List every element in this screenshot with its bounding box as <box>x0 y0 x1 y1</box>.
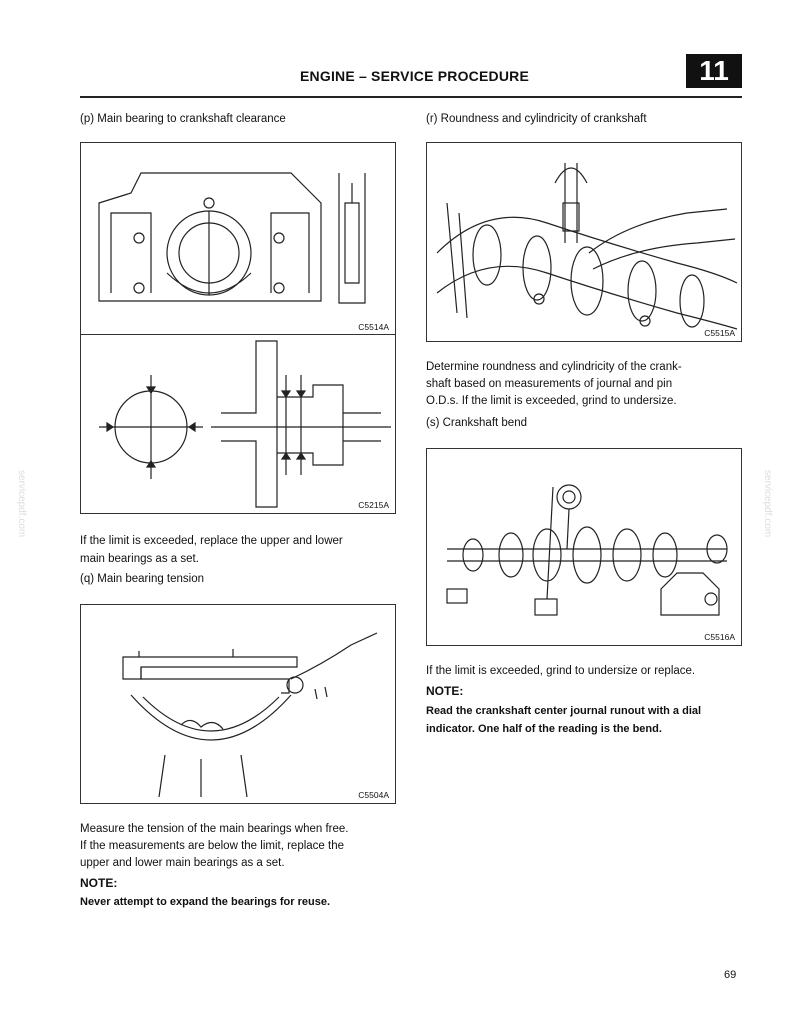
text-q-2: If the measurements are below the limit, replace the <box>80 840 344 852</box>
engine-block-drawing <box>81 143 395 335</box>
heading-q: (q) Main bearing tension <box>80 573 205 585</box>
header-rule <box>80 96 742 98</box>
heading-r: (r) Roundness and cylindricity of crankshaft <box>426 113 647 125</box>
text-p-2: main bearings as a set. <box>80 553 199 565</box>
watermark-left: servicepdf.com <box>16 470 27 538</box>
note-label-left: NOTE: <box>80 876 118 890</box>
text-p-1: If the limit is exceeded, replace the upper and lower <box>80 535 343 547</box>
figure-measurement-diagram <box>80 334 396 514</box>
micrometer-drawing <box>427 143 741 341</box>
page-number: 69 <box>724 969 737 981</box>
figure-code: C5215A <box>358 500 389 510</box>
text-q-3: upper and lower main bearings as a set. <box>80 857 285 869</box>
heading-s: (s) Crankshaft bend <box>426 417 527 429</box>
text-q-1: Measure the tension of the main bearings when free. <box>80 823 349 835</box>
watermark-right: servicepdf.com <box>762 470 773 538</box>
note-text-right-2: indicator. One half of the reading is the bend. <box>426 723 662 735</box>
measurement-drawing <box>81 335 395 513</box>
section-number-badge: 11 <box>686 54 742 88</box>
heading-p: (p) Main bearing to crankshaft clearance <box>80 113 286 125</box>
text-r-3: O.D.s. If the limit is exceeded, grind to undersize. <box>426 395 677 407</box>
text-r-1: Determine roundness and cylindricity of the crank- <box>426 361 682 373</box>
note-text-left: Never attempt to expand the bearings for reuse. <box>80 896 331 908</box>
figure-code: C5504A <box>358 790 389 800</box>
note-label-right: NOTE: <box>426 684 464 698</box>
text-s: If the limit is exceeded, grind to undersize or replace. <box>426 665 696 677</box>
caliper-drawing <box>81 605 395 803</box>
figure-roundness-check <box>426 142 742 342</box>
note-text-right-1: Read the crankshaft center journal runout with a dial <box>426 705 702 717</box>
figure-bearing-tension <box>80 604 396 804</box>
text-r-2: shaft based on measurements of journal and pin <box>426 378 673 390</box>
figure-code: C5515A <box>704 328 735 338</box>
figure-code: C5516A <box>704 632 735 642</box>
figure-crankshaft-bend <box>426 448 742 646</box>
dial-indicator-drawing <box>427 449 741 645</box>
figure-code: C5514A <box>358 322 389 332</box>
page-header-title: ENGINE – SERVICE PROCEDURE <box>300 68 529 84</box>
figure-main-bearing-block <box>80 142 396 336</box>
